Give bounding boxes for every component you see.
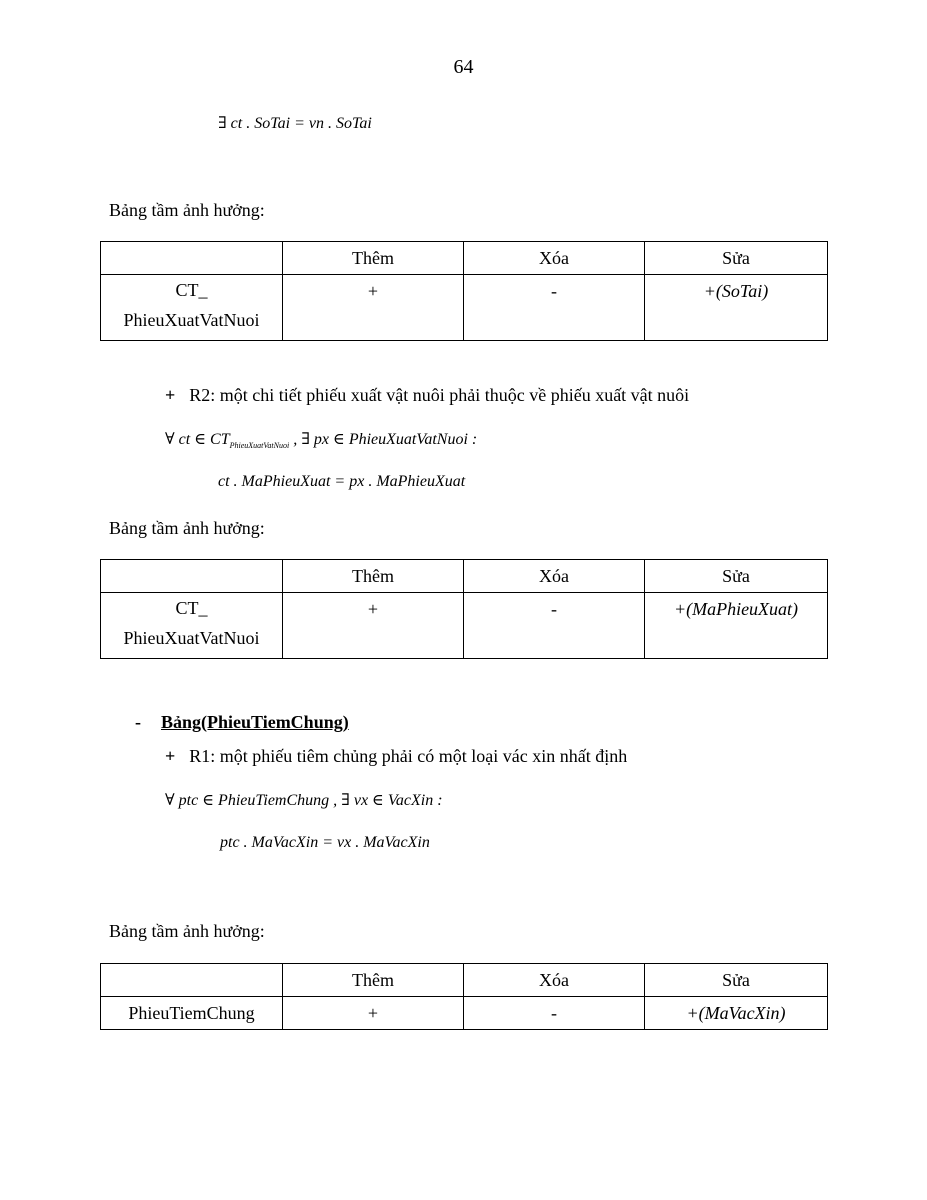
formula-r2-prefix: ∀ ct ∈ CT: [165, 431, 230, 448]
impact-table-caption: Bảng tầm ảnh hưởng:: [109, 200, 265, 220]
rule-r1-text: R1: một phiếu tiêm chủng phải có một loại vác xin nhất định: [189, 746, 628, 766]
rule-r2-text: R2: một chi tiết phiếu xuất vật nuôi phải thuộc về phiếu xuất vật nuôi: [189, 385, 690, 405]
page-number: 64: [453, 56, 474, 78]
impact-table-mavacxin: [100, 963, 828, 1030]
header-sua: Sửa: [645, 242, 828, 275]
formula-r1-quantifier: ∀ ptc ∈ PhieuTiemChung , ∃ vx ∈ VacXin :: [165, 792, 443, 809]
header-empty: [101, 964, 283, 997]
cell-xoa: -: [464, 593, 645, 659]
impact-table-caption: Bảng tầm ảnh hưởng:: [109, 921, 265, 941]
header-sua: Sửa: [645, 964, 828, 997]
header-empty: [101, 242, 283, 275]
header-xoa: Xóa: [464, 560, 645, 593]
rule-r2: [165, 385, 689, 406]
impact-table-caption: Bảng tầm ảnh hưởng:: [109, 518, 265, 538]
table-name-cell: [101, 275, 283, 341]
cell-sua: +(MaPhieuXuat): [645, 593, 828, 659]
bullet-plus: +: [165, 746, 176, 766]
table-name-line2: PhieuXuatVatNuoi: [123, 628, 260, 648]
rule-r1: [165, 746, 627, 767]
table-name-line1: CT_: [175, 598, 208, 618]
table-header-row: [101, 964, 828, 997]
formula-r2-subscript: PhieuXuatVatNuoi: [229, 441, 290, 450]
cell-xoa: -: [464, 275, 645, 341]
bullet-plus: +: [165, 385, 176, 405]
table-header-row: [101, 242, 828, 275]
table-name-cell: [101, 593, 283, 659]
section-title: Bảng(PhieuTiemChung): [161, 712, 349, 732]
impact-table-sotai: [100, 241, 828, 341]
table-row: [101, 997, 828, 1030]
cell-them: +: [283, 275, 464, 341]
cell-sua: +(SoTai): [645, 275, 828, 341]
formula-r1-condition: ptc . MaVacXin = vx . MaVacXin: [220, 834, 430, 851]
formula-r2-suffix: , ∃ px ∈ PhieuXuatVatNuoi :: [289, 431, 478, 448]
table-name-cell: PhieuTiemChung: [101, 997, 283, 1030]
header-xoa: Xóa: [464, 242, 645, 275]
cell-them: +: [283, 593, 464, 659]
impact-table-maphieuxuat: [100, 559, 828, 659]
formula-r2-condition: ct . MaPhieuXuat = px . MaPhieuXuat: [218, 473, 466, 490]
section-heading: [135, 712, 349, 733]
cell-sua: +(MaVacXin): [645, 997, 828, 1030]
header-sua: Sửa: [645, 560, 828, 593]
table-header-row: [101, 560, 828, 593]
table-name-line2: PhieuXuatVatNuoi: [123, 310, 260, 330]
formula-sotai: ∃ ct . SoTai = vn . SoTai: [218, 115, 372, 132]
header-them: Thêm: [283, 560, 464, 593]
header-them: Thêm: [283, 242, 464, 275]
cell-xoa: -: [464, 997, 645, 1030]
table-name-line1: CT_: [175, 280, 208, 300]
formula-r2-quantifier: [165, 429, 477, 450]
table-row: [101, 593, 828, 659]
cell-them: +: [283, 997, 464, 1030]
section-dash: -: [135, 712, 141, 732]
header-xoa: Xóa: [464, 964, 645, 997]
table-row: [101, 275, 828, 341]
header-empty: [101, 560, 283, 593]
header-them: Thêm: [283, 964, 464, 997]
